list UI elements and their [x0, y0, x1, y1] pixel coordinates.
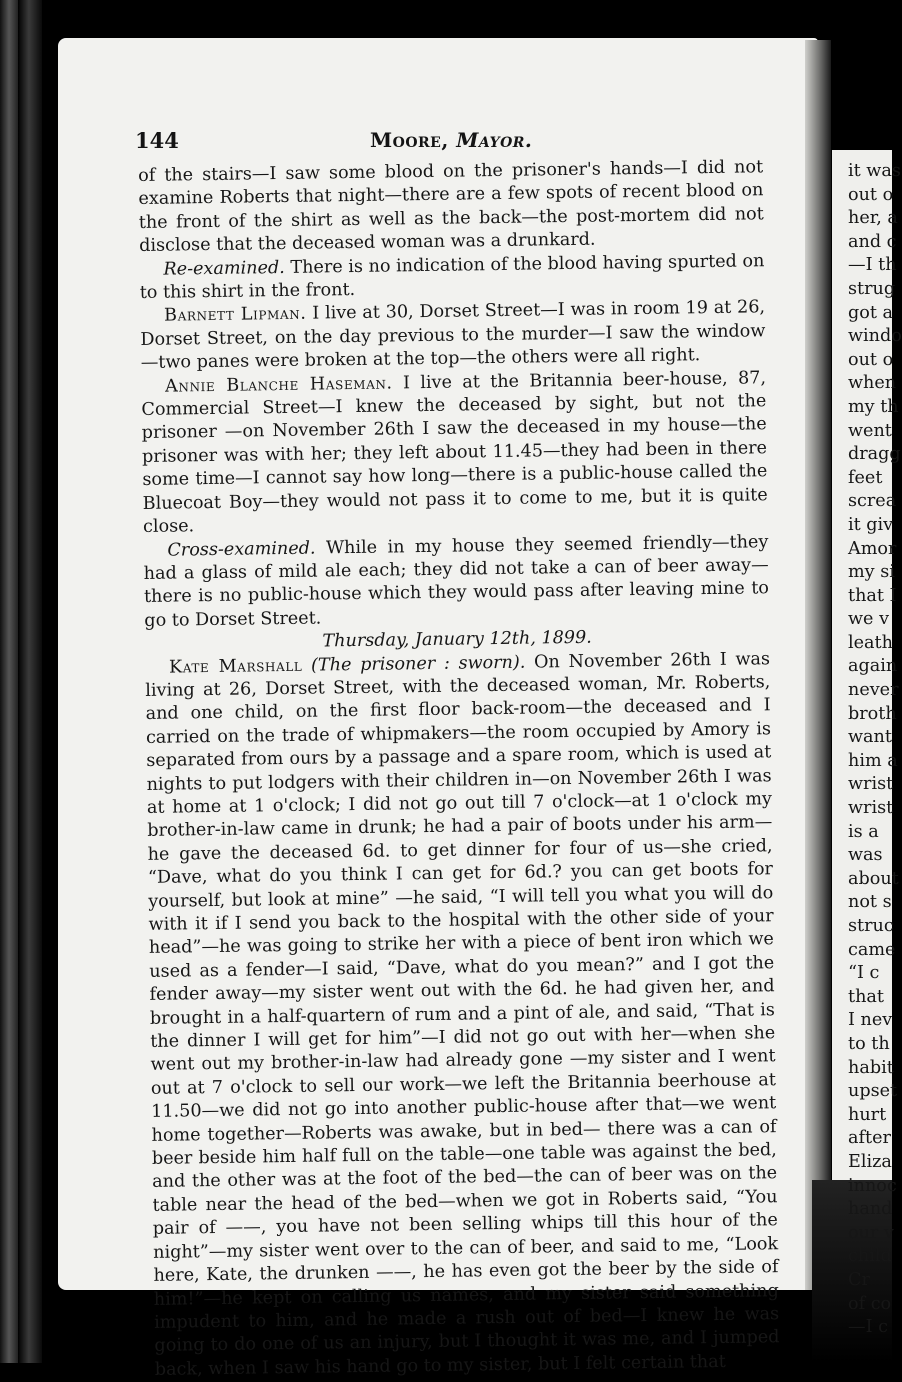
- facing-page-line: —I th: [848, 255, 897, 276]
- section-label: Re-examined.: [163, 257, 285, 280]
- facing-page-line: is a: [848, 821, 879, 842]
- facing-page-line: my si: [848, 562, 895, 583]
- facing-page-line: dragg: [848, 444, 901, 465]
- facing-page-line: came: [848, 939, 896, 960]
- facing-page-line: want: [848, 727, 892, 748]
- facing-page-line: screa: [848, 491, 897, 512]
- paragraph-witness-haseman: [141, 367, 768, 540]
- running-head: [370, 128, 532, 152]
- section-label: Cross-examined.: [167, 538, 316, 561]
- previous-page-edge: [18, 0, 42, 1363]
- facing-page-line: again: [848, 656, 898, 677]
- facing-page-line: was: [848, 845, 883, 866]
- paragraph-continuation: [138, 156, 764, 258]
- facing-page-line: not s: [848, 892, 892, 913]
- facing-page-line: wrist: [848, 798, 894, 819]
- facing-page-line: out o: [848, 349, 894, 370]
- facing-page-line: child: [848, 1246, 892, 1267]
- page-body: [138, 156, 780, 1382]
- paragraph-cross-examined: [143, 531, 769, 633]
- facing-page-line: windo: [848, 326, 902, 347]
- paragraph-text: I live at the Britannia beer-house, 87, Commercial Street—I knew the deceased by sight, but not the prisoner —on November 26th I saw the deceased in my house—the prisoner was with her; they left about 11.45—they had been in there some time—I cannot say how long—there is a public-house called the Bluecoat Boy—they would not pass it to come to me, but it is quite close.: [141, 367, 768, 538]
- facing-page-line: Cr: [848, 1269, 870, 1290]
- facing-page-line: our v: [848, 1222, 894, 1243]
- paragraph-text: I live at 30, Dorset Street—I was in room 19 at 26, Dorset Street, on the day previous to the murder—I saw the window —two panes were broken at the top—the others were all right.: [140, 297, 766, 374]
- facing-page-line: I nev: [848, 1010, 893, 1031]
- paragraph-text: of the stairs—I saw some blood on the prisoner's hands—I did not examine Roberts that night—there are a few spots of recent blood on the front of the shirt as well as the back—the post-mortem did not disclose that the deceased woman was a drunkard.: [138, 157, 764, 257]
- page-header: [135, 128, 725, 158]
- facing-page-line: Amor: [848, 538, 897, 559]
- facing-page-line: innoc: [848, 1175, 897, 1196]
- facing-page-line: to th: [848, 1033, 890, 1054]
- facing-page-line: upset: [848, 1081, 898, 1102]
- date-heading: Thursday, January 12th, 1899.: [322, 627, 592, 652]
- facing-page-text: [848, 160, 902, 1340]
- witness-name: Barnett Lipman.: [163, 304, 307, 327]
- facing-page-line: that I: [848, 585, 897, 606]
- facing-page-line: we v: [848, 609, 890, 630]
- facing-page-line: broth: [848, 703, 897, 724]
- facing-page-line: it was: [848, 161, 901, 181]
- paragraph-text: On November 26th I was living at 26, Dorset Street, with the deceased woman, Mr. Roberts, and one child, on the first floor back-room—the deceased and I carried on the trade of whipmakers—the room occupied by Amory is separated from ours by a passage and a spare room, which is used at nights to put lodgers with their children in—on November 26th I was at home at 1 o'clock; I did not go out till 7 o'clock—at 1 o'clock my brother-in-law came in drunk; he had a pair of boots under his arm—he gave the deceased 6d. to get dinner for four of us—she cried, “Dave, what do you think I can get for 6d.? you can get boots for yourself, but look at mine” —he said, “I will tell you what you will do with it if I send you back to the hospital with the other side of your head”—he was going to strike her with a piece of bent iron which we used as a fender—I said, “Dave, what do you mean?” and I got the fender away—my sister went out with the 6d. he had given her, and brought in a half-quartern of rum and a pint of ale, and said, “That is the dinner I will get for him”—I did not go out with her—when she went out my brother-in-law had already gone —my sister and I went out at 7 o'clock to sell our work—we left the Britannia beerhouse at 11.50—we did not go into another public-house after that—we went home together—Roberts was awake, but in bed— there was a can of beer beside him half full on the table—one table was against the bed, and the other was at the foot of the bed—the can of beer was on the table near the head of the bed—when we got in Roberts said, “You pair of ——, you have not been selling whips till this hour of the night”—my sister went over to the can of beer, and said to me, “Look here, Kate, the drunken ——, he has even got the beer by the side of him!”—he kept on calling us names, and my sister said something impudent to him, and he made a rush out of bed—I knew he was going to do one of us an injury, but I thought it was me, and I jumped back, when I saw his hand go to my sister, but I felt certain that: [145, 648, 780, 1380]
- facing-page-line: went: [848, 420, 892, 441]
- paragraph-text: There is no indication of the blood having spurted on to this shirt in the front.: [139, 250, 765, 304]
- witness-name: Annie Blanche Haseman.: [164, 373, 393, 397]
- facing-page-line: wrist: [848, 774, 894, 795]
- facing-page-line: strug: [848, 278, 896, 299]
- facing-page-line: “I c: [848, 963, 880, 984]
- facing-page-line: and c: [848, 231, 897, 252]
- facing-page-line: habit: [848, 1057, 894, 1078]
- witness-name: Kate Marshall: [168, 655, 303, 678]
- facing-page-line: Eliza: [848, 1151, 892, 1172]
- facing-page-line: out o: [848, 184, 894, 205]
- facing-page-line: him a: [848, 750, 898, 771]
- paragraph-witness-lipman: [140, 297, 766, 376]
- page-number: 144: [135, 128, 179, 153]
- paragraph-witness-marshall: [145, 648, 780, 1382]
- facing-page-line: after: [848, 1128, 891, 1149]
- facing-page-line: feet: [848, 467, 883, 488]
- facing-page-line: my th: [848, 396, 899, 417]
- facing-page-line: hand: [848, 1199, 893, 1220]
- running-head-title: Mayor.: [456, 128, 533, 152]
- facing-page-line: it giv: [848, 514, 894, 535]
- facing-page-line: leath: [848, 632, 893, 653]
- facing-page-line: hurt: [848, 1104, 887, 1125]
- facing-page-line: —I c: [848, 1317, 888, 1338]
- running-head-name: Moore,: [370, 128, 449, 152]
- facing-page-line: that: [848, 986, 884, 1007]
- witness-note: (The prisoner : sworn).: [302, 652, 526, 676]
- facing-page-line: struc: [848, 916, 894, 936]
- facing-page-line: when: [848, 373, 897, 394]
- paragraph-text: While in my house they seemed friendly—they had a glass of mild ale each; they did not take a can of beer away—there is no public-house which they would pass after leaving mine to go to Dorset Street.: [143, 531, 770, 631]
- book-binding: [0, 0, 18, 1363]
- facing-page-line: got a: [848, 302, 894, 323]
- facing-page-line: about: [848, 868, 899, 889]
- facing-page-line: her, a: [848, 208, 898, 229]
- facing-page-line: never: [848, 680, 899, 701]
- page-gutter-shadow: [805, 40, 831, 1290]
- facing-page-line: of co: [848, 1293, 892, 1314]
